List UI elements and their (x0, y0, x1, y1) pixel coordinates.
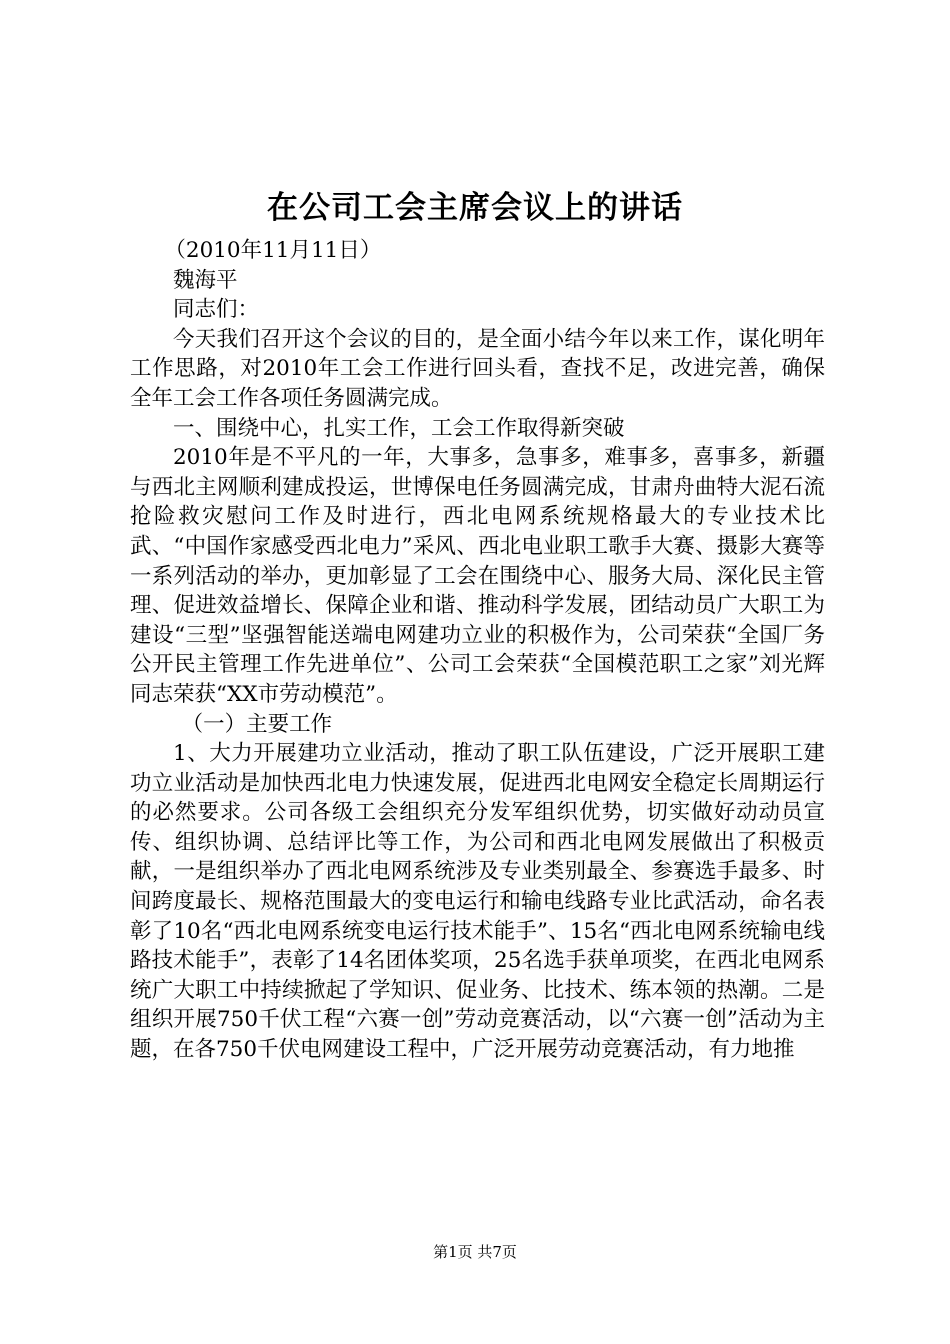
document-author: 魏海平 (173, 267, 238, 293)
document-date: （2010年11月11日） (164, 238, 382, 263)
document-body (130, 236, 825, 1065)
paragraph-overview: 2010年是不平凡的一年，大事多，急事多，难事多，喜事多，新疆与西北主网顺利建成投运，世博保电任务圆满完成，甘肃舟曲特大泥石流抢险救灾慰问工作及时进行，西北电网系统规格最大的专业技术比武、“中国作家感受西北电力”采风、西北电业职工歌手大赛、摄影大赛等一系列活动的举办，更加彰显了工会在围绕中心、服务大局、深化民主管理、促进效益增长、保障企业和谐、推动科学发展，团结动员广大职工为建设“三型”坚强智能送端电网建功立业的积极作为，公司荣获“全国厂务公开民主管理工作先进单位”、公司工会荣获“全国模范职工之家”刘光辉同志荣获“XX市劳动模范”。 (130, 445, 825, 707)
paragraph-intro: 今天我们召开这个会议的目的，是全面小结今年以来工作，谋化明年工作思路，对2010年工会工作进行回头看，查找不足，改进完善，确保全年工会工作各项任务圆满完成。 (130, 326, 825, 411)
subsection-heading: （一）主要工作 (181, 711, 333, 737)
section-heading: 一、围绕中心，扎实工作，工会工作取得新突破 (173, 415, 625, 441)
document-salutation: 同志们： (173, 297, 260, 323)
document-title: 在公司工会主席会议上的讲话 (267, 190, 683, 226)
paragraph-main-work: 1、大力开展建功立业活动，推动了职工队伍建设，广泛开展职工建功立业活动是加快西北电力快速发展，促进西北电网安全稳定长周期运行的必然要求。公司各级工会组织充分发军组织优势，切实做好动动员宣传、组织协调、总结评比等工作，为公司和西北电网发展做出了积极贡献，一是组织举办了西北电网系统涉及专业类别最全、参赛选手最多、时间跨度最长、规格范围最大的变电运行和输电线路专业比武活动，命名表彰了10名“西北电网系统变电运行技术能手”、15名“西北电网系统输电线路技术能手”，表彰了14名团体奖项，25名选手获单项奖，在西北电网系统广大职工中持续掀起了学知识、促业务、比技术、练本领的热潮。二是组织开展750千伏工程“六赛一创”劳动竞赛活动，以“六赛一创”活动为主题，在各750千伏电网建设工程中，广泛开展劳动竞赛活动，有力地推 (130, 741, 825, 1063)
page-footer: 第1页 共7页 (433, 1243, 517, 1261)
